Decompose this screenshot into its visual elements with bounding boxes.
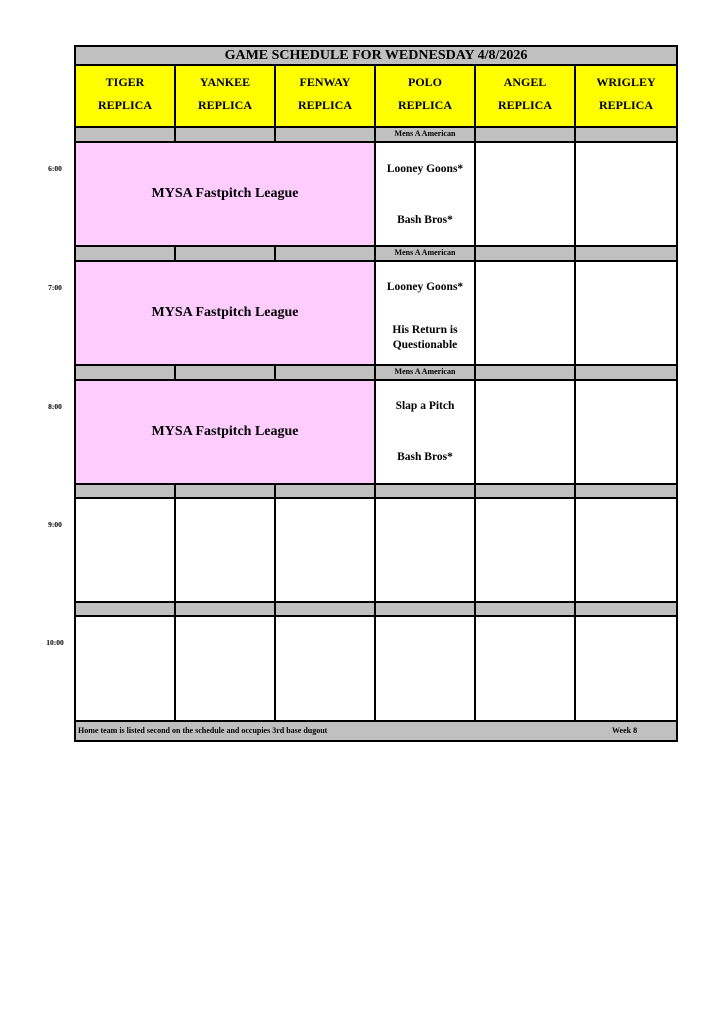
field-header-tiger xyxy=(76,66,176,126)
band-cell xyxy=(576,483,676,499)
field-subname: REPLICA xyxy=(397,98,452,112)
empty-cell xyxy=(376,617,476,720)
empty-cell xyxy=(576,262,676,364)
field-name: TIGER xyxy=(105,75,145,89)
band-cell xyxy=(476,245,576,262)
empty-cell xyxy=(476,499,576,601)
time-label: 10:00 xyxy=(46,638,64,647)
band-cell xyxy=(476,601,576,617)
field-subname: REPLICA xyxy=(197,98,252,112)
home-team: Bash Bros* xyxy=(397,451,453,463)
band-cell xyxy=(176,126,276,143)
field-header-fenway xyxy=(276,66,376,126)
field-subname: REPLICA xyxy=(97,98,152,112)
band-cell xyxy=(76,483,176,499)
band-cell xyxy=(176,601,276,617)
field-header-yankee xyxy=(176,66,276,126)
away-team: Looney Goons* xyxy=(386,163,464,175)
band-cell xyxy=(76,601,176,617)
band-cell xyxy=(76,364,176,381)
empty-cell xyxy=(376,499,476,601)
field-header-angel xyxy=(476,66,576,126)
band-cell xyxy=(576,601,676,617)
time-label: 6:00 xyxy=(48,164,62,173)
empty-cell xyxy=(76,499,176,601)
footer-bar xyxy=(76,720,676,740)
empty-cell xyxy=(276,499,376,601)
empty-cell xyxy=(576,143,676,245)
band-cell xyxy=(476,483,576,499)
band-cell xyxy=(176,483,276,499)
band-cell xyxy=(276,364,376,381)
empty-cell xyxy=(176,499,276,601)
empty-cell xyxy=(476,262,576,364)
league-block: MYSA Fastpitch League xyxy=(76,143,376,245)
empty-cell xyxy=(176,617,276,720)
field-name: ANGEL xyxy=(503,75,547,89)
field-subname: REPLICA xyxy=(297,98,352,112)
band-cell xyxy=(76,126,176,143)
category-label: Mens A American xyxy=(376,364,476,381)
game-cell xyxy=(376,381,476,483)
time-label: 7:00 xyxy=(48,283,62,292)
home-team: His Return is Questionable xyxy=(392,324,458,351)
empty-cell xyxy=(576,499,676,601)
band-cell xyxy=(576,245,676,262)
away-team: Looney Goons* xyxy=(386,281,464,293)
empty-cell xyxy=(576,381,676,483)
time-label: 8:00 xyxy=(48,402,62,411)
field-name: POLO xyxy=(407,75,442,89)
empty-cell xyxy=(476,381,576,483)
band-cell xyxy=(176,364,276,381)
field-subname: REPLICA xyxy=(598,98,653,112)
week-label: Week 8 xyxy=(612,726,638,735)
field-header-wrigley xyxy=(576,66,676,126)
game-cell xyxy=(376,262,476,364)
field-name: WRIGLEY xyxy=(596,75,656,89)
band-cell xyxy=(476,364,576,381)
band-cell xyxy=(176,245,276,262)
league-block: MYSA Fastpitch League xyxy=(76,262,376,364)
band-cell xyxy=(276,126,376,143)
time-label: 9:00 xyxy=(48,520,62,529)
footer-note: Home team is listed second on the schedule and occupies 3rd base dugout xyxy=(78,726,328,735)
band-cell xyxy=(576,126,676,143)
band-cell xyxy=(376,601,476,617)
band-cell xyxy=(276,245,376,262)
empty-cell xyxy=(76,617,176,720)
empty-cell xyxy=(476,143,576,245)
league-block: MYSA Fastpitch League xyxy=(76,381,376,483)
category-label: Mens A American xyxy=(376,126,476,143)
empty-cell xyxy=(476,617,576,720)
away-team: Slap a Pitch xyxy=(395,400,455,412)
band-cell xyxy=(276,601,376,617)
empty-cell xyxy=(276,617,376,720)
empty-cell xyxy=(576,617,676,720)
category-label: Mens A American xyxy=(376,245,476,262)
field-header-polo xyxy=(376,66,476,126)
game-cell xyxy=(376,143,476,245)
page-title: GAME SCHEDULE FOR WEDNESDAY 4/8/2026 xyxy=(76,47,676,66)
field-name: FENWAY xyxy=(299,75,351,89)
field-name: YANKEE xyxy=(199,75,251,89)
band-cell xyxy=(576,364,676,381)
band-cell xyxy=(76,245,176,262)
band-cell xyxy=(476,126,576,143)
band-cell xyxy=(376,483,476,499)
field-subname: REPLICA xyxy=(497,98,552,112)
home-team: Bash Bros* xyxy=(397,214,453,226)
band-cell xyxy=(276,483,376,499)
